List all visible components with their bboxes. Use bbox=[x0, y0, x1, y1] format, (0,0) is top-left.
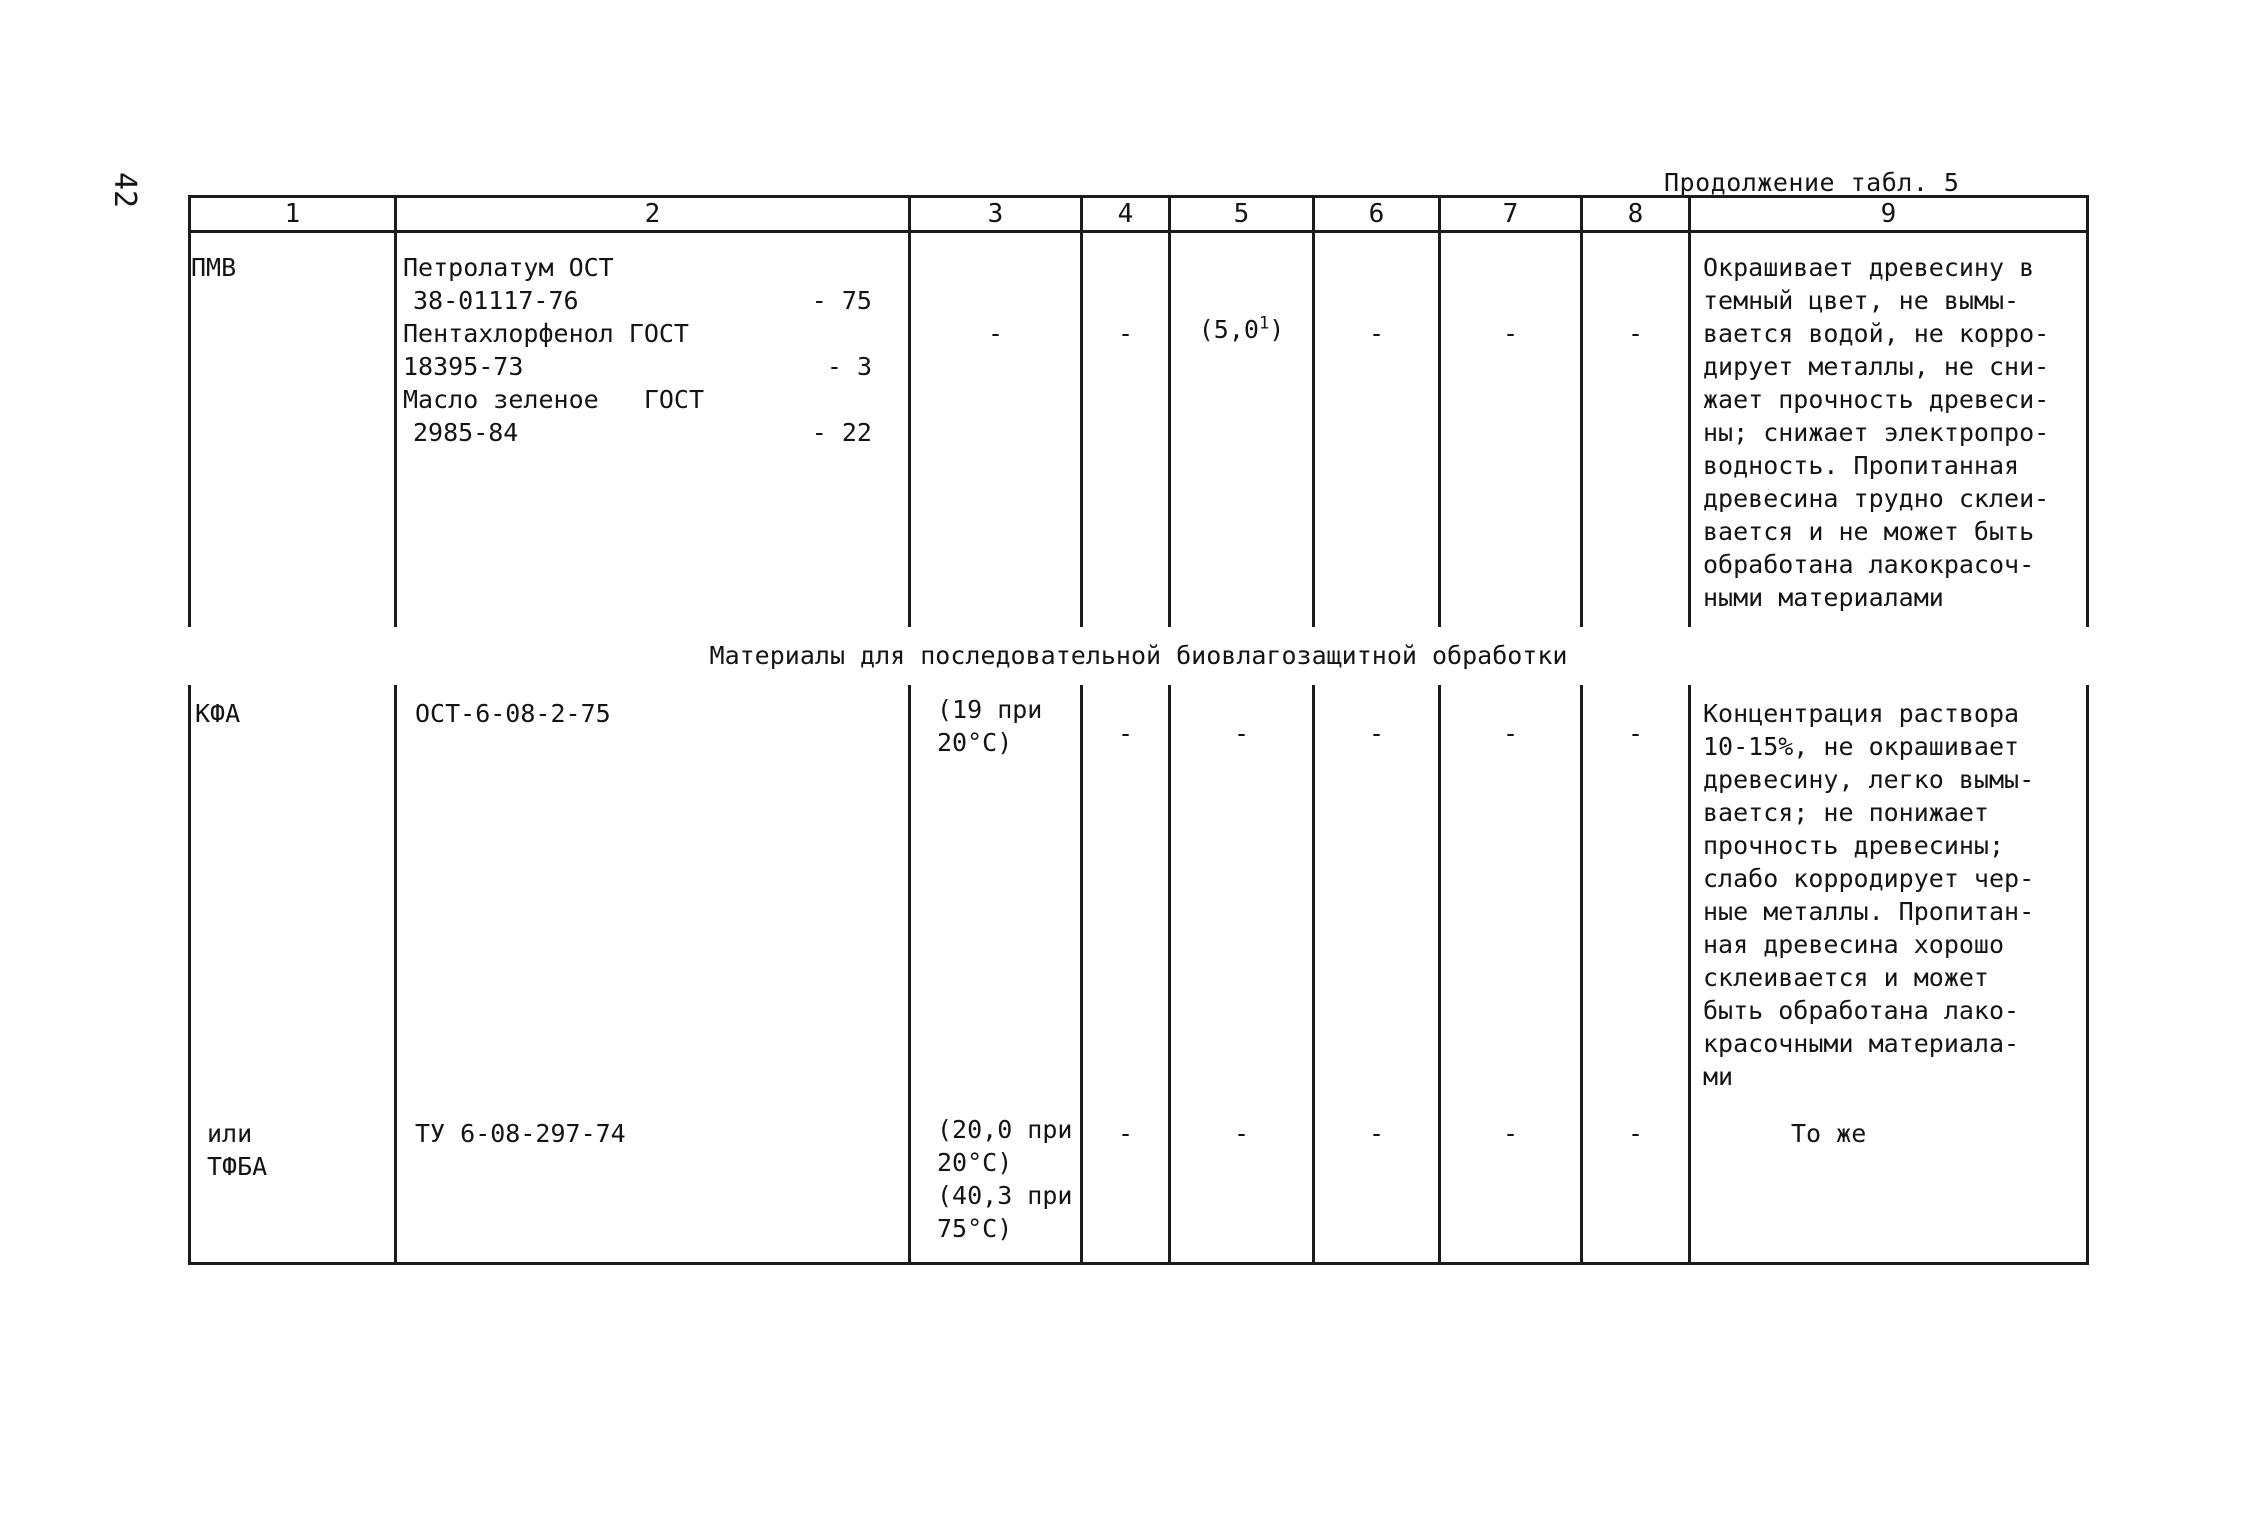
composition-item: Петролатум ОСТ bbox=[403, 253, 614, 282]
cell-col5: - bbox=[1170, 1113, 1314, 1264]
standard-cell: ТУ 6-08-297-74 bbox=[396, 1113, 910, 1264]
header-cell: 8 bbox=[1582, 197, 1690, 232]
solubility-cell: (19 при 20°С) bbox=[910, 685, 1082, 1113]
notes-cell: Окрашивает древесину в темный цвет, не вымы- вается водой, не корро- дирует металлы, не сни- жает прочность древеси- ны; снижает электропро- водность. Пропитанная древесина трудно склеи- вается и не может быть обработана лакокрасоч- ными материалами bbox=[1690, 232, 2088, 627]
table-caption: Продолжение табл. 5 bbox=[1664, 168, 1960, 197]
cell-col7: - bbox=[1440, 232, 1582, 627]
row-prefix: или bbox=[207, 1118, 253, 1148]
header-cell: 7 bbox=[1440, 197, 1582, 232]
cell-col7: - bbox=[1440, 1113, 1582, 1264]
cell-col4: - bbox=[1082, 1113, 1170, 1264]
header-row bbox=[190, 197, 2088, 232]
composition-item: Масло зеленое ГОСТ bbox=[403, 385, 705, 414]
data-table bbox=[188, 195, 2089, 1265]
header-cell: 6 bbox=[1314, 197, 1440, 232]
composition-item: 2985-84 - 22 bbox=[413, 418, 872, 447]
page-number: 42 bbox=[107, 172, 142, 209]
composition-item: 18395-73 - 3 bbox=[403, 352, 872, 381]
row-name-cell bbox=[190, 1113, 396, 1264]
notes-cell: Концентрация раствора 10-15%, не окрашивает древесину, легко вымы- вается; не понижает прочность древесины; слабо корродирует чер- ные металлы. Пропитан- ная древесина хорошо склеивается и может быть обработана лако- красочными материала- ми bbox=[1690, 685, 2088, 1113]
table-row-pmv bbox=[190, 232, 2088, 627]
table-row-tfba bbox=[190, 1113, 2088, 1264]
header-cell: 5 bbox=[1170, 197, 1314, 232]
section-title: Материалы для последовательной биовлагозащитной обработки bbox=[709, 641, 1568, 670]
cell-col8: - bbox=[1582, 232, 1690, 627]
row-name: КФА bbox=[190, 685, 396, 1113]
composition-item: Пентахлорфенол ГОСТ bbox=[403, 319, 689, 348]
header-cell: 4 bbox=[1082, 197, 1170, 232]
composition-list bbox=[403, 251, 908, 449]
cell-col8: - bbox=[1582, 1113, 1690, 1264]
cell-col6: - bbox=[1314, 685, 1440, 1113]
table-row-kfa bbox=[190, 685, 2088, 1113]
solubility-cell: (20,0 при 20°С) (40,3 при 75°С) bbox=[910, 1113, 1082, 1264]
cell-col4: - bbox=[1082, 685, 1170, 1113]
composition-item: 38-01117-76 - 75 bbox=[413, 286, 872, 315]
cell-col5: $(5,0^1)$ bbox=[1170, 232, 1314, 627]
notes-cell: То же bbox=[1690, 1113, 2088, 1264]
row-name: ПМВ bbox=[190, 232, 396, 627]
cell-col5: - bbox=[1170, 685, 1314, 1113]
header-cell: 1 bbox=[190, 197, 396, 232]
cell-col6: - bbox=[1314, 1113, 1440, 1264]
cell-col6: - bbox=[1314, 232, 1440, 627]
header-cell: 9 bbox=[1690, 197, 2088, 232]
cell-col4: - bbox=[1082, 232, 1170, 627]
table-container bbox=[188, 195, 2086, 1265]
composition-cell bbox=[396, 232, 910, 627]
header-cell: 3 bbox=[910, 197, 1082, 232]
standard-cell: ОСТ-6-08-2-75 bbox=[396, 685, 910, 1113]
section-row bbox=[190, 627, 2088, 685]
header-cell: 2 bbox=[396, 197, 910, 232]
cell-col8: - bbox=[1582, 685, 1690, 1113]
cell-col7: - bbox=[1440, 685, 1582, 1113]
cell-col3: - bbox=[910, 232, 1082, 627]
row-name: ТФБА bbox=[207, 1151, 268, 1181]
